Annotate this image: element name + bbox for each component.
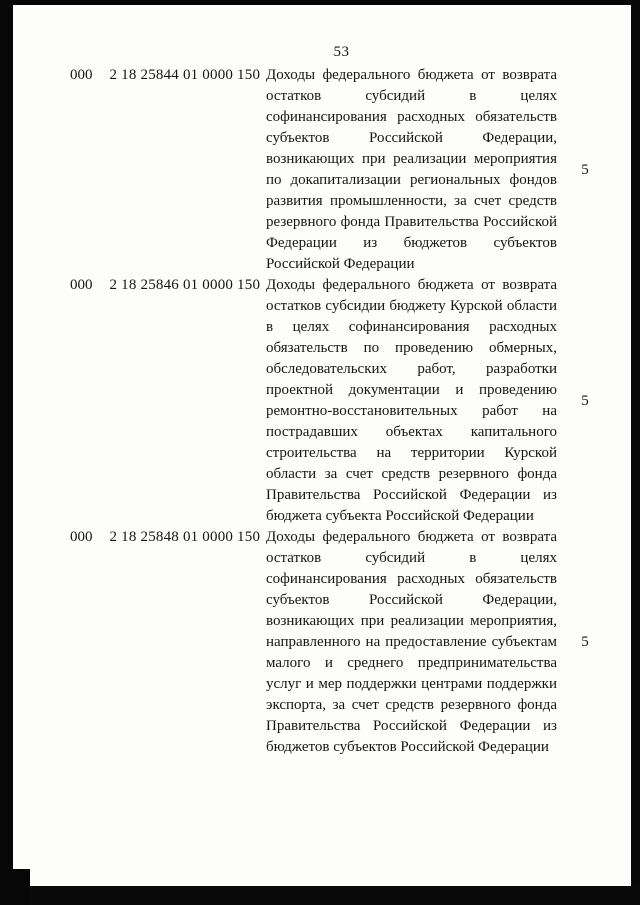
entry-code-column <box>70 527 266 758</box>
entry-classification-code: 2 18 25848 01 0000 150 <box>109 529 261 545</box>
entry-classification-code: 2 18 25846 01 0000 150 <box>109 277 261 293</box>
entry-code-column <box>70 275 266 527</box>
document-page <box>13 5 631 886</box>
page-number: 53 <box>333 44 350 60</box>
entry-admin-code: 000 <box>70 67 93 83</box>
scan-border-bottom <box>0 886 640 905</box>
entry-admin-code: 000 <box>70 529 93 545</box>
entry-note-column <box>557 275 613 527</box>
budget-entry <box>70 65 613 275</box>
entry-note-column <box>557 527 613 758</box>
entry-admin-code: 000 <box>70 277 93 293</box>
budget-entry <box>70 275 613 527</box>
entry-note: 5 <box>581 392 589 409</box>
entries-list <box>70 65 613 758</box>
entry-code-column <box>70 65 266 275</box>
entry-description: Доходы федерального бюджета от возврата остатков субсидий в целях софинансирования расходных обязательств субъектов Российской Федерации, возникающих при реализации мероприятия по докапитализации региональных фондов развития промышленности, за счет средств резервного фонда Правительства Российской Федерации из бюджетов субъектов Российской Федерации <box>266 67 557 272</box>
scan-artifact-corner <box>0 869 30 905</box>
entry-note-column <box>557 65 613 275</box>
entry-note: 5 <box>581 634 589 650</box>
entry-note: 5 <box>581 161 589 178</box>
entry-classification-code: 2 18 25844 01 0000 150 <box>109 67 261 83</box>
entry-description: Доходы федерального бюджета от возврата остатков субсидии бюджету Курской области в целях софинансирования расходных обязательств по проведению обмерных, обследовательских работ, разработки проектной документации и проведению ремонтно-восстановительных работ на пострадавших объектах капитального строительства на территории Курской области за счет средств резервного фонда Правительства Российской Федерации из бюджета субъекта Российской Федерации <box>266 277 557 524</box>
budget-entry <box>70 527 613 758</box>
entry-description: Доходы федерального бюджета от возврата остатков субсидий в целях софинансирования расходных обязательств субъектов Российской Федерации, возникающих при реализации мероприятия, направленного на предоставление субъектам малого и среднего предпринимательства услуг и мер поддержки центрами поддержки экспорта, за счет средств резервного фонда Правительства Российской Федерации из бюджетов субъектов Российской Федерации <box>266 529 557 755</box>
